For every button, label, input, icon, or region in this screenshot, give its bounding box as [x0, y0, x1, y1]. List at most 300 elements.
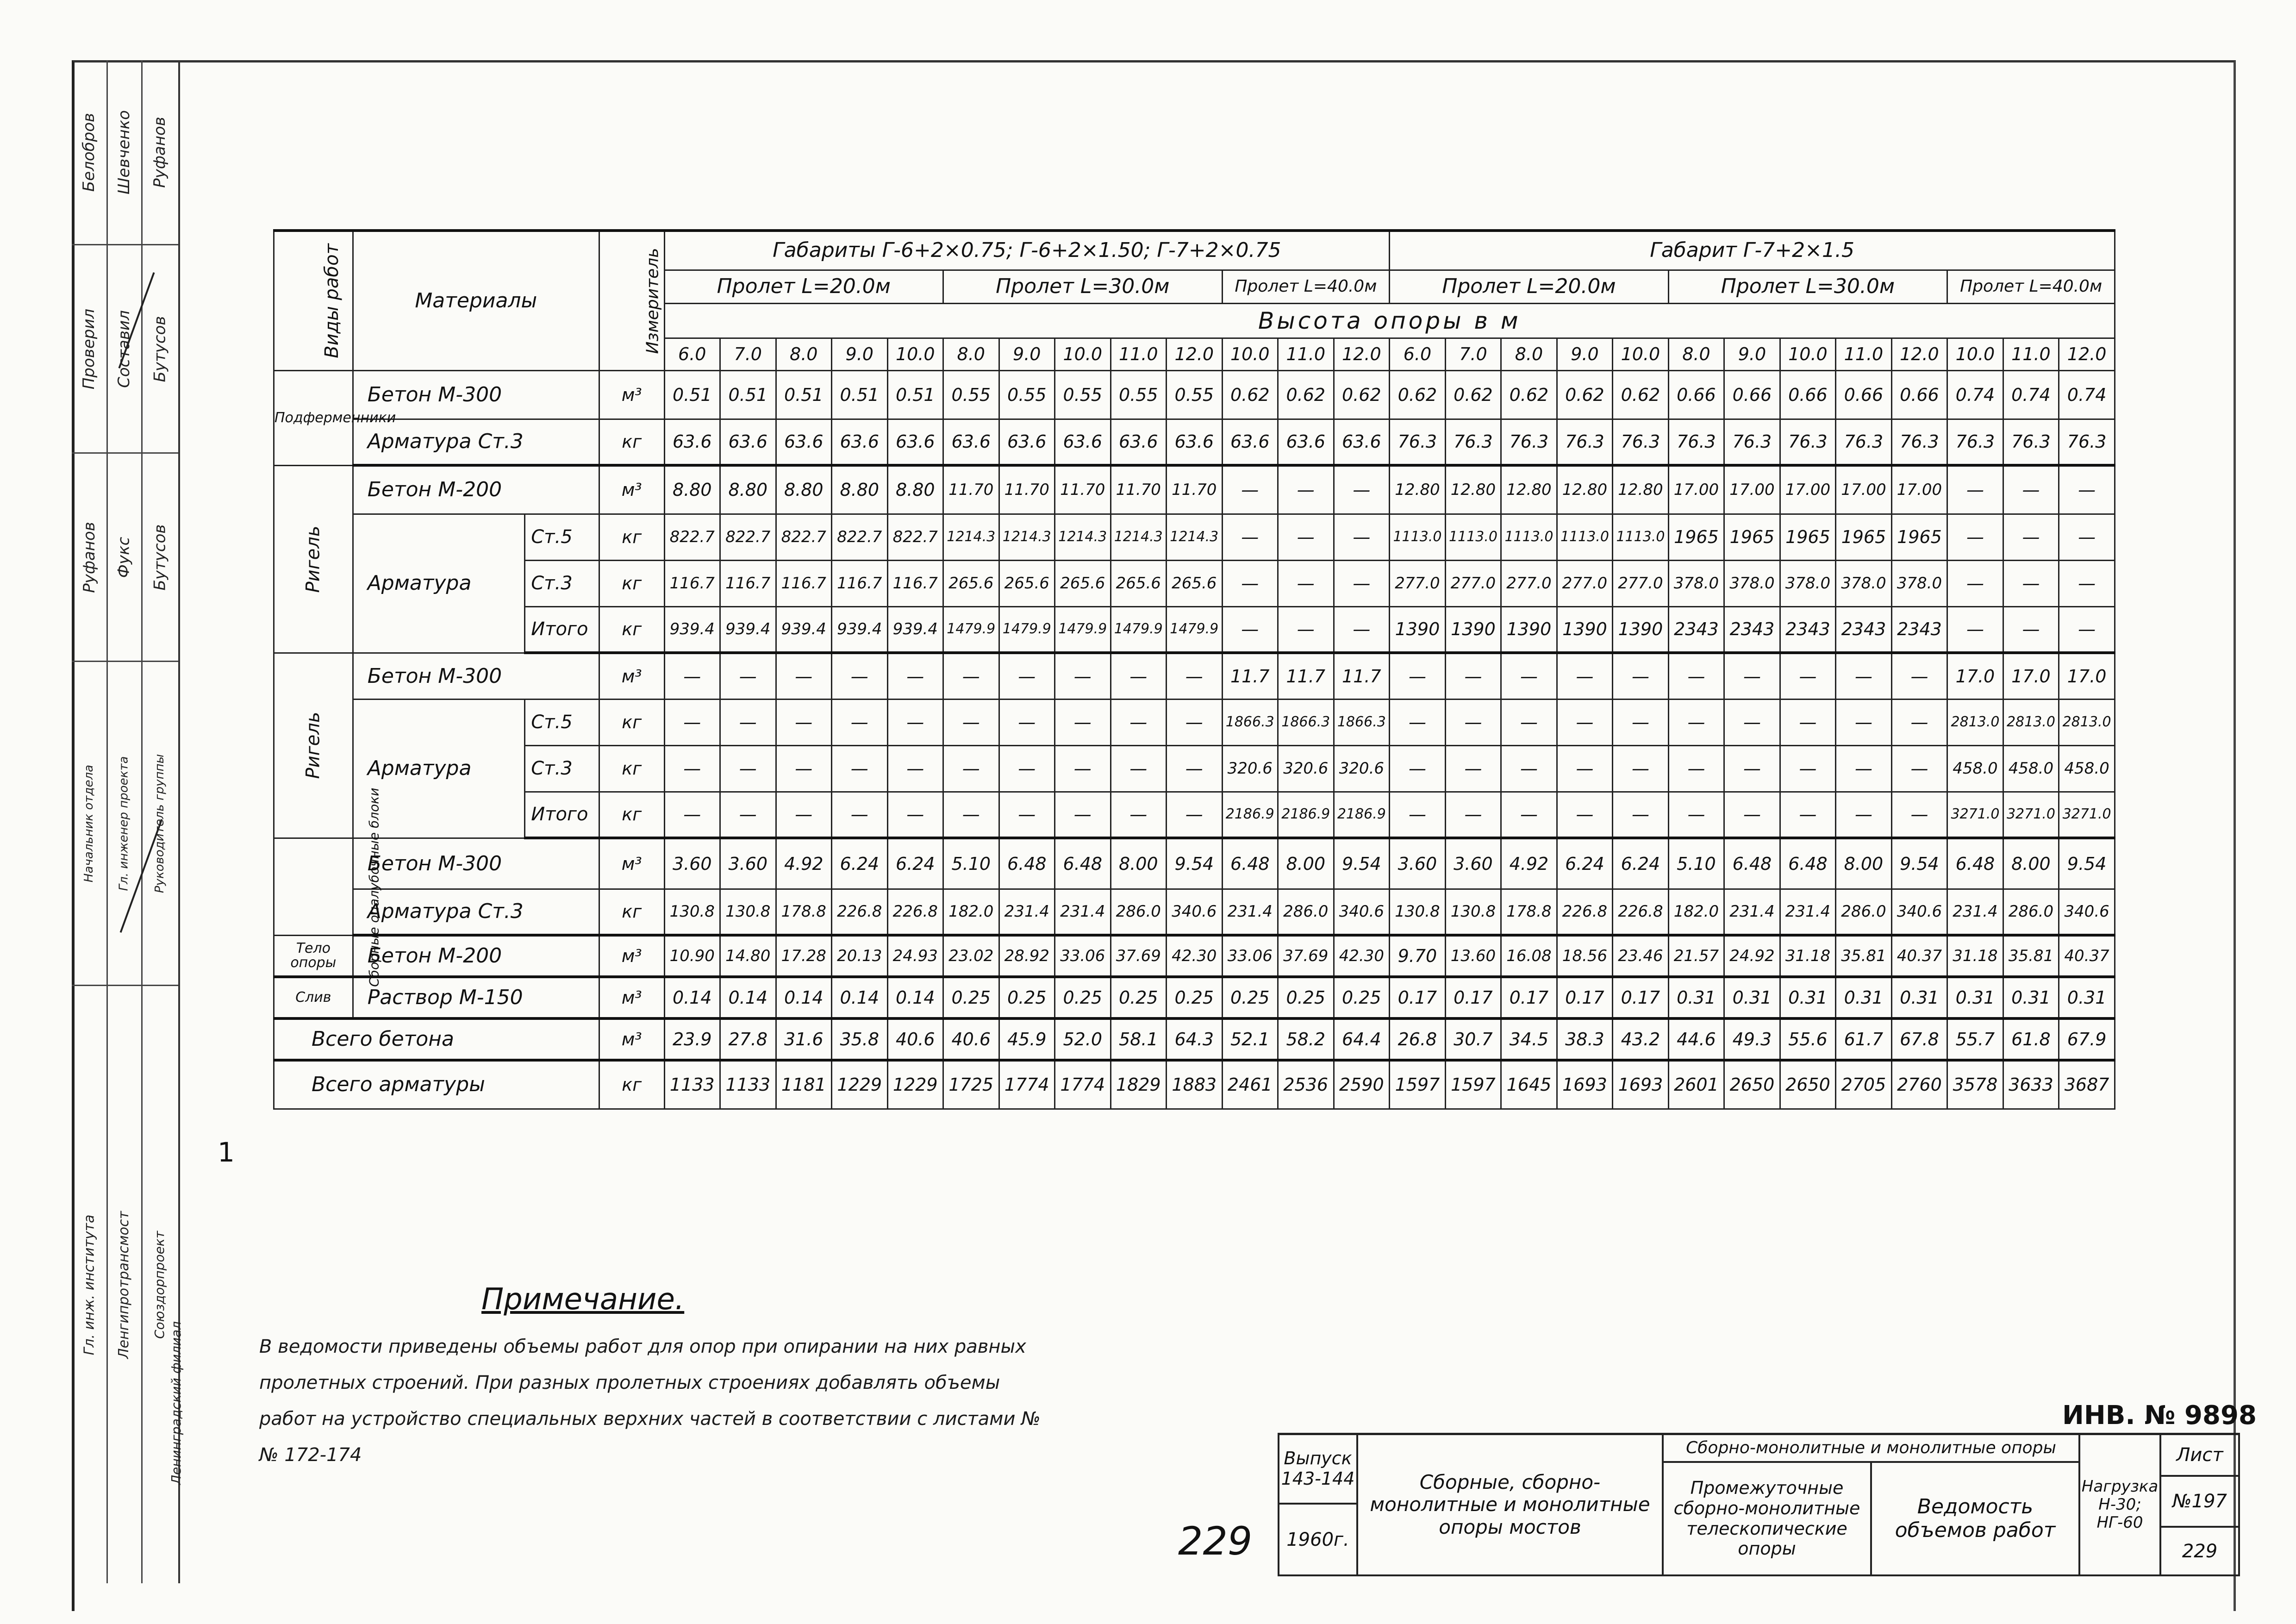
row-sublabel: Ст.3 — [525, 560, 599, 606]
row-unit: кг — [599, 1060, 664, 1109]
row-unit: м³ — [599, 977, 664, 1018]
table-cell: — — [1836, 653, 1892, 699]
table-cell: 8.00 — [1836, 838, 1892, 889]
table-cell: 76.3 — [1947, 419, 2003, 465]
table-cell: 11.70 — [1055, 465, 1111, 514]
row-label: Арматура Ст.3 — [353, 889, 599, 935]
table-cell: — — [776, 699, 832, 745]
table-cell: — — [1334, 560, 1390, 606]
table-cell: 340.6 — [2059, 889, 2115, 935]
table-cell: 1113.0 — [1390, 514, 1446, 560]
table-cell: 0.31 — [1947, 977, 2003, 1018]
table-cell: 226.8 — [832, 889, 888, 935]
row-unit: м³ — [599, 838, 664, 889]
table-cell: 340.6 — [1334, 889, 1390, 935]
row-label: Арматура Ст.3 — [353, 419, 599, 465]
table-cell: 40.6 — [943, 1018, 999, 1060]
height-col-11: 11.0 — [1278, 338, 1334, 370]
row-sublabel: Ст.5 — [525, 514, 599, 560]
table-cell: 0.25 — [1222, 977, 1278, 1018]
row-unit: кг — [599, 560, 664, 606]
table-cell: 2601 — [1668, 1060, 1724, 1109]
table-cell: — — [1724, 653, 1780, 699]
table-cell: 1479.9 — [1167, 606, 1223, 653]
table-cell: 12.80 — [1557, 465, 1613, 514]
table-cell: — — [1891, 792, 1947, 838]
table-cell: — — [1668, 653, 1724, 699]
table-cell: 0.25 — [1055, 977, 1111, 1018]
table-cell: — — [1055, 792, 1111, 838]
table-cell: — — [1613, 653, 1669, 699]
table-cell: 11.70 — [1111, 465, 1167, 514]
table-cell: 1390 — [1557, 606, 1613, 653]
table-cell: 1866.3 — [1222, 699, 1278, 745]
height-col-17: 10.0 — [1613, 338, 1669, 370]
table-cell: 6.48 — [1222, 838, 1278, 889]
table-cell: 130.8 — [1390, 889, 1446, 935]
table-cell: 63.6 — [943, 419, 999, 465]
table-row — [274, 606, 2115, 653]
table-cell: 286.0 — [1278, 889, 1334, 935]
height-col-8: 11.0 — [1111, 338, 1167, 370]
table-cell: 0.17 — [1613, 977, 1669, 1018]
table-cell: 182.0 — [943, 889, 999, 935]
tb-year: 1960г. — [1279, 1505, 1358, 1576]
table-cell: 0.17 — [1557, 977, 1613, 1018]
table-cell: — — [1668, 699, 1724, 745]
height-col-2: 8.0 — [776, 338, 832, 370]
table-cell: 178.8 — [1501, 889, 1557, 935]
table-cell: 14.80 — [720, 935, 776, 977]
table-cell: — — [664, 653, 720, 699]
table-row — [274, 792, 2115, 838]
table-cell: — — [1947, 606, 2003, 653]
table-cell: 0.66 — [1780, 370, 1836, 419]
table-cell: 320.6 — [1222, 745, 1278, 792]
height-col-19: 9.0 — [1724, 338, 1780, 370]
table-cell: 130.8 — [664, 889, 720, 935]
row-unit: м³ — [599, 935, 664, 977]
table-cell: — — [1780, 792, 1836, 838]
table-cell: 0.74 — [2003, 370, 2059, 419]
row-label: Всего арматуры — [274, 1060, 599, 1109]
table-cell: 6.24 — [887, 838, 943, 889]
table-cell: 1965 — [1724, 514, 1780, 560]
table-cell: 458.0 — [2059, 745, 2115, 792]
table-cell: 1113.0 — [1445, 514, 1501, 560]
table-cell: 2343 — [1668, 606, 1724, 653]
table-cell: 1113.0 — [1557, 514, 1613, 560]
table-cell: 0.25 — [1334, 977, 1390, 1018]
table-cell: 58.2 — [1278, 1018, 1334, 1060]
stamp-role-3: Руфанов — [80, 521, 99, 593]
table-cell: — — [1334, 465, 1390, 514]
table-cell: 1965 — [1891, 514, 1947, 560]
table-cell: 0.62 — [1445, 370, 1501, 419]
table-cell: 28.92 — [999, 935, 1055, 977]
table-cell: — — [943, 699, 999, 745]
table-cell: 320.6 — [1334, 745, 1390, 792]
row-unit: кг — [599, 792, 664, 838]
table-cell: — — [1445, 699, 1501, 745]
table-row — [274, 419, 2115, 465]
group-podferenniki: Подферменники — [274, 370, 353, 465]
group-rigel1: Ригель — [274, 465, 353, 653]
table-cell: 265.6 — [1111, 560, 1167, 606]
table-cell: 0.25 — [1167, 977, 1223, 1018]
table-cell: 11.7 — [1334, 653, 1390, 699]
table-cell: 42.30 — [1167, 935, 1223, 977]
table-cell: 1479.9 — [1111, 606, 1167, 653]
table-cell: 0.62 — [1222, 370, 1278, 419]
table-cell: — — [999, 653, 1055, 699]
table-cell: 8.80 — [664, 465, 720, 514]
table-cell: 2650 — [1780, 1060, 1836, 1109]
table-cell: 0.51 — [720, 370, 776, 419]
table-cell: 1965 — [1668, 514, 1724, 560]
stamp-name-4: Бутусов — [150, 316, 169, 382]
table-cell: 1774 — [999, 1060, 1055, 1109]
header-materials: Материалы — [353, 231, 599, 370]
table-cell: 8.80 — [887, 465, 943, 514]
table-cell: 1390 — [1390, 606, 1446, 653]
row-label: Арматура — [353, 699, 525, 838]
table-row — [274, 1018, 2115, 1060]
table-cell: 939.4 — [720, 606, 776, 653]
table-cell: 0.31 — [1668, 977, 1724, 1018]
table-cell: 116.7 — [887, 560, 943, 606]
stamp-head-1: Начальник отдела — [82, 764, 96, 882]
table-cell: 822.7 — [720, 514, 776, 560]
table-cell: 26.8 — [1390, 1018, 1446, 1060]
table-cell: 0.51 — [664, 370, 720, 419]
height-col-4: 10.0 — [887, 338, 943, 370]
table-cell: 76.3 — [1557, 419, 1613, 465]
table-cell: 38.3 — [1557, 1018, 1613, 1060]
table-cell: 35.81 — [1836, 935, 1892, 977]
table-cell: — — [1613, 792, 1669, 838]
table-cell: 2343 — [1780, 606, 1836, 653]
table-cell: 0.31 — [2003, 977, 2059, 1018]
height-col-18: 8.0 — [1668, 338, 1724, 370]
group-rigel2: Ригель — [274, 653, 353, 838]
table-cell: 822.7 — [664, 514, 720, 560]
table-cell: 0.66 — [1668, 370, 1724, 419]
table-cell: 23.9 — [664, 1018, 720, 1060]
table-cell: 822.7 — [887, 514, 943, 560]
table-cell: 4.92 — [1501, 838, 1557, 889]
table-cell: 63.6 — [1278, 419, 1334, 465]
height-col-6: 9.0 — [999, 338, 1055, 370]
table-cell: 1829 — [1111, 1060, 1167, 1109]
table-cell: 0.17 — [1445, 977, 1501, 1018]
table-cell: — — [720, 745, 776, 792]
table-cell: 8.00 — [1111, 838, 1167, 889]
table-cell: 3578 — [1947, 1060, 2003, 1109]
table-cell: 20.13 — [832, 935, 888, 977]
table-cell: — — [1780, 745, 1836, 792]
table-cell: — — [1947, 465, 2003, 514]
table-cell: 1965 — [1836, 514, 1892, 560]
stamp-role-1: Проверил — [80, 308, 99, 389]
table-cell: — — [999, 792, 1055, 838]
table-cell: 0.55 — [1167, 370, 1223, 419]
table-cell: 0.55 — [1055, 370, 1111, 419]
table-cell: — — [776, 745, 832, 792]
table-cell: 2813.0 — [2003, 699, 2059, 745]
table-cell: 8.00 — [2003, 838, 2059, 889]
table-cell: — — [776, 792, 832, 838]
stamp-col-signatures — [106, 60, 143, 1583]
table-row — [274, 838, 2115, 889]
table-cell: 33.06 — [1222, 935, 1278, 977]
tb-issue: Выпуск 143-144 — [1279, 1435, 1358, 1505]
table-cell: — — [1891, 745, 1947, 792]
table-cell: 37.69 — [1111, 935, 1167, 977]
table-cell: 1214.3 — [999, 514, 1055, 560]
table-cell: 226.8 — [1557, 889, 1613, 935]
table-cell: 2536 — [1278, 1060, 1334, 1109]
table-cell: 0.62 — [1278, 370, 1334, 419]
table-cell: 458.0 — [1947, 745, 2003, 792]
span-5: Пролет L=30.0м — [1668, 270, 1947, 303]
table-cell: 1390 — [1445, 606, 1501, 653]
table-cell: 10.90 — [664, 935, 720, 977]
table-cell: 76.3 — [1836, 419, 1892, 465]
table-cell: 1229 — [832, 1060, 888, 1109]
height-col-15: 8.0 — [1501, 338, 1557, 370]
table-cell: 52.0 — [1055, 1018, 1111, 1060]
table-cell: 9.54 — [2059, 838, 2115, 889]
table-cell: 45.9 — [999, 1018, 1055, 1060]
table-cell: 63.6 — [776, 419, 832, 465]
table-cell: 1883 — [1167, 1060, 1223, 1109]
table-cell: 286.0 — [1111, 889, 1167, 935]
table-cell: — — [1278, 560, 1334, 606]
table-cell: 63.6 — [999, 419, 1055, 465]
table-cell: — — [1111, 792, 1167, 838]
table-cell: 0.31 — [1836, 977, 1892, 1018]
table-cell: — — [1947, 560, 2003, 606]
table-row — [274, 370, 2115, 419]
table-cell: 1390 — [1613, 606, 1669, 653]
table-cell: 277.0 — [1390, 560, 1446, 606]
table-cell: 1113.0 — [1613, 514, 1669, 560]
table-cell: — — [1222, 514, 1278, 560]
table-cell: 11.7 — [1222, 653, 1278, 699]
table-cell: 63.6 — [664, 419, 720, 465]
table-cell: — — [720, 653, 776, 699]
table-cell: 12.80 — [1445, 465, 1501, 514]
table-cell: 21.57 — [1668, 935, 1724, 977]
span-3: Пролет L=40.0м — [1222, 270, 1390, 303]
table-cell: — — [1557, 653, 1613, 699]
table-cell: 226.8 — [1613, 889, 1669, 935]
table-cell: 17.0 — [2059, 653, 2115, 699]
table-cell: 17.00 — [1780, 465, 1836, 514]
table-cell: — — [1390, 745, 1446, 792]
table-cell: 64.3 — [1167, 1018, 1223, 1060]
row-label: Бетон М-200 — [353, 935, 599, 977]
stamp-inst-1: Гл. инж. института — [81, 1214, 97, 1355]
height-col-14: 7.0 — [1445, 338, 1501, 370]
table-cell: 0.51 — [887, 370, 943, 419]
table-cell: 8.80 — [832, 465, 888, 514]
table-cell: 0.17 — [1390, 977, 1446, 1018]
table-cell: 67.9 — [2059, 1018, 2115, 1060]
table-cell: 6.48 — [1780, 838, 1836, 889]
table-cell: 378.0 — [1836, 560, 1892, 606]
header-group-2: Габарит Г-7+2×1.5 — [1390, 231, 2115, 270]
table-cell: 17.0 — [2003, 653, 2059, 699]
table-cell: — — [832, 745, 888, 792]
tb-series: Сборные, сборно-монолитные и монолитные опоры мостов — [1358, 1435, 1664, 1576]
table-cell: 27.8 — [720, 1018, 776, 1060]
table-cell: 8.80 — [776, 465, 832, 514]
table-cell: 63.6 — [887, 419, 943, 465]
table-cell: — — [664, 792, 720, 838]
table-cell: — — [664, 699, 720, 745]
table-cell: 231.4 — [1724, 889, 1780, 935]
table-cell: 2343 — [1891, 606, 1947, 653]
table-cell: 76.3 — [1668, 419, 1724, 465]
table-cell: 0.74 — [2059, 370, 2115, 419]
table-cell: 34.5 — [1501, 1018, 1557, 1060]
table-cell: 231.4 — [1947, 889, 2003, 935]
table-cell: 277.0 — [1557, 560, 1613, 606]
group-telo: Тело опоры — [274, 935, 353, 977]
row-unit: кг — [599, 514, 664, 560]
table-cell: 17.00 — [1891, 465, 1947, 514]
table-cell: — — [1836, 699, 1892, 745]
table-cell: 67.8 — [1891, 1018, 1947, 1060]
table-cell: 939.4 — [832, 606, 888, 653]
table-cell: 2186.9 — [1334, 792, 1390, 838]
tb-load: Нагрузка Н-30; НГ-60 — [2080, 1435, 2161, 1576]
table-cell: — — [1501, 699, 1557, 745]
table-cell: — — [2059, 560, 2115, 606]
table-cell: 0.66 — [1836, 370, 1892, 419]
table-cell: 17.00 — [1724, 465, 1780, 514]
table-cell: 31.6 — [776, 1018, 832, 1060]
table-cell: — — [1557, 792, 1613, 838]
header-unit: Измеритель — [599, 231, 664, 370]
table-cell: — — [2003, 560, 2059, 606]
table-cell: — — [1724, 699, 1780, 745]
table-cell: 0.51 — [776, 370, 832, 419]
table-cell: — — [1613, 745, 1669, 792]
table-cell: — — [1055, 699, 1111, 745]
table-cell: — — [1724, 792, 1780, 838]
stamp-role-4: Фукс — [114, 537, 133, 578]
group-sliv: Слив — [274, 977, 353, 1018]
table-cell: 3271.0 — [1947, 792, 2003, 838]
height-col-21: 11.0 — [1836, 338, 1892, 370]
table-cell: 265.6 — [1167, 560, 1223, 606]
row-label: Бетон М-300 — [353, 653, 599, 699]
table-cell: 42.30 — [1334, 935, 1390, 977]
table-cell: 1645 — [1501, 1060, 1557, 1109]
table-cell: 6.48 — [999, 838, 1055, 889]
table-cell: 31.18 — [1780, 935, 1836, 977]
table-cell: 6.48 — [1947, 838, 2003, 889]
table-cell: 6.48 — [1724, 838, 1780, 889]
table-cell: 55.6 — [1780, 1018, 1836, 1060]
table-cell: 0.51 — [832, 370, 888, 419]
table-cell: — — [887, 745, 943, 792]
table-cell: — — [832, 653, 888, 699]
table-cell: 17.00 — [1668, 465, 1724, 514]
table-cell: 182.0 — [1668, 889, 1724, 935]
table-cell: — — [1557, 699, 1613, 745]
table-cell: 76.3 — [1891, 419, 1947, 465]
table-cell: 116.7 — [720, 560, 776, 606]
table-cell: 63.6 — [1222, 419, 1278, 465]
span-4: Пролет L=20.0м — [1390, 270, 1669, 303]
stamp-role-2: Составил — [114, 310, 133, 388]
table-cell: — — [1836, 792, 1892, 838]
row-label: Раствор М-150 — [353, 977, 599, 1018]
table-cell: 44.6 — [1668, 1018, 1724, 1060]
table-cell: 458.0 — [2003, 745, 2059, 792]
table-cell: 939.4 — [664, 606, 720, 653]
table-cell: — — [1222, 465, 1278, 514]
table-cell: — — [1278, 606, 1334, 653]
table-cell: 61.8 — [2003, 1018, 2059, 1060]
table-cell: — — [720, 699, 776, 745]
table-cell: — — [2003, 465, 2059, 514]
table-cell: 1693 — [1557, 1060, 1613, 1109]
table-cell: — — [1780, 699, 1836, 745]
table-cell: 1229 — [887, 1060, 943, 1109]
table-cell: 0.55 — [999, 370, 1055, 419]
row-unit: кг — [599, 606, 664, 653]
note-text: В ведомости приведены объемы работ для опор при опирании на них равных пролетных строений. При разных пролетных строениях добавлять объемы работ на устройство специальных верхних частей в соответствии с листами №№ 172-174 — [259, 1336, 1041, 1466]
table-cell: — — [1557, 745, 1613, 792]
table-cell: — — [1167, 653, 1223, 699]
table-cell: — — [2003, 514, 2059, 560]
table-cell: 0.62 — [1501, 370, 1557, 419]
height-col-20: 10.0 — [1780, 338, 1836, 370]
table-cell: 6.24 — [832, 838, 888, 889]
table-cell: 8.80 — [720, 465, 776, 514]
row-label: Всего бетона — [274, 1018, 599, 1060]
table-cell: 0.31 — [1724, 977, 1780, 1018]
table-cell: 49.3 — [1724, 1018, 1780, 1060]
table-cell: 231.4 — [1222, 889, 1278, 935]
table-cell: 116.7 — [664, 560, 720, 606]
table-cell: 320.6 — [1278, 745, 1334, 792]
row-unit: м³ — [599, 465, 664, 514]
table-cell: 5.10 — [1668, 838, 1724, 889]
table-cell: 6.48 — [1055, 838, 1111, 889]
table-cell: 0.25 — [1278, 977, 1334, 1018]
table-cell: 43.2 — [1613, 1018, 1669, 1060]
table-cell: 24.93 — [887, 935, 943, 977]
table-cell: 17.0 — [1947, 653, 2003, 699]
table-cell: — — [1167, 745, 1223, 792]
row-sublabel: Ст.5 — [525, 699, 599, 745]
table-cell: 0.14 — [664, 977, 720, 1018]
height-col-0: 6.0 — [664, 338, 720, 370]
row-unit: м³ — [599, 1018, 664, 1060]
table-cell: 2186.9 — [1222, 792, 1278, 838]
table-cell: 1479.9 — [943, 606, 999, 653]
table-cell: 12.80 — [1501, 465, 1557, 514]
table-row — [274, 889, 2115, 935]
table-cell: 116.7 — [832, 560, 888, 606]
table-cell: — — [887, 699, 943, 745]
